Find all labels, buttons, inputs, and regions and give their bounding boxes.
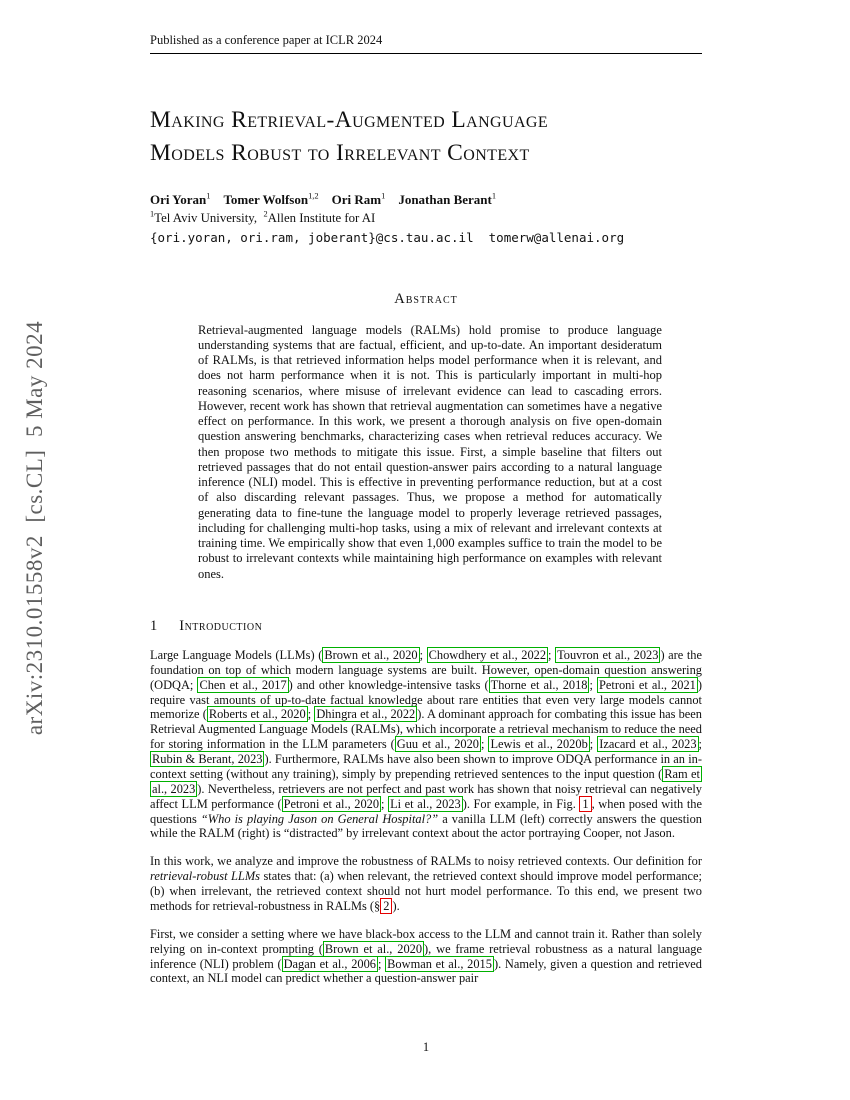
citation-link[interactable]: Dhingra et al., 2022 — [316, 707, 416, 722]
paper-content-column — [150, 0, 702, 986]
text-run: First, we consider a setting where we have black-box access to the LLM and cannot train it. Rather than solely relying on in-context prompting ( — [150, 926, 702, 956]
italic-text: “Who is playing Jason on General Hospital?” — [200, 811, 439, 826]
running-header: Published as a conference paper at ICLR 2024 — [150, 33, 383, 47]
superscript: 1,2 — [308, 190, 319, 201]
text-run: Allen Institute for AI — [267, 210, 376, 225]
superscript: 1 — [206, 190, 211, 201]
affiliations-line — [150, 211, 702, 226]
citation-link[interactable]: Rubin & Berant, 2023 — [152, 752, 263, 767]
text-run: a vanilla LLM (left) correctly answers the question while the RALM (right) is “distracted” by irrelevant context about the actor portraying Cooper, not Jason. — [150, 811, 702, 841]
citation-link[interactable]: Ram et al., 2023 — [152, 766, 700, 796]
superscript: 1 — [381, 190, 386, 201]
citation-link[interactable]: Chowdhery et al., 2022 — [428, 647, 547, 662]
mono-text: {ori.yoran, ori.ram, joberant}@cs.tau.ac.il tomerw@allenai.org — [150, 229, 625, 245]
paper-title-line-1: Making Retrieval-Augmented Language — [150, 107, 549, 133]
text-run: ; — [307, 707, 315, 722]
header-rule — [150, 53, 702, 54]
citation-link[interactable]: Lewis et al., 2020b — [490, 737, 588, 752]
text-run: In this work, we analyze and improve the robustness of RALMs to noisy retrieved contexts. Our definition for — [150, 854, 702, 869]
paper-title-line-2: Models Robust to Irrelevant Context — [150, 140, 530, 167]
citation-link[interactable]: Roberts et al., 2020 — [208, 707, 306, 722]
text-run: ; — [698, 737, 702, 752]
text-run: ; — [548, 647, 556, 662]
superscript: 1 — [491, 190, 497, 201]
ref-link[interactable]: 2 — [380, 898, 392, 914]
text-run: Tel Aviv University, — [154, 210, 264, 225]
text-run: ; — [589, 677, 597, 692]
text-run: ; — [419, 647, 427, 662]
paper-title — [150, 104, 702, 171]
section-number: 1 — [150, 617, 158, 634]
text-run: Large Language Models (LLMs) ( — [150, 647, 323, 662]
text-run: , when posed with the questions — [150, 796, 702, 826]
citation-link[interactable]: Chen et al., 2017 — [199, 677, 287, 692]
citation-link[interactable]: Guu et al., 2020 — [396, 737, 479, 752]
text-run: ) require vast amounts of up-to-date factual knowledge about rare entities that even very large models cannot memorize ( — [150, 677, 702, 722]
citation-link[interactable]: Brown et al., 2020 — [324, 647, 418, 662]
arxiv-watermark: arXiv:2310.01558v2 [cs.CL] 5 May 2024 — [22, 320, 47, 736]
citation-link[interactable]: Thorne et al., 2018 — [490, 677, 588, 692]
citation-link[interactable]: Bowman et al., 2015 — [387, 956, 492, 971]
section-title: Introduction — [179, 617, 263, 634]
author-emails — [150, 230, 702, 245]
text-run: ). Namely, given a question and retrieved context, an NLI model can predict whether a question-answer pair — [150, 956, 702, 986]
superscript: 2 — [263, 209, 268, 219]
section-heading-introduction — [150, 618, 702, 635]
text-run: ). For example, in Fig. — [462, 796, 580, 811]
abstract-text: Retrieval-augmented language models (RALMs) hold promise to produce language understanding systems that are factual, efficient, and up-to-date. An important desideratum of RALMs, is that retrieved information helps model performance when it is relevant, and does not harm performance when it is not. This is particularly important in multi-hop reasoning scenarios, where misuse of irrelevant evidence can lead to cascading errors. However, recent work has shown that retrieval augmentation can sometimes have a negative effect on performance. In this work, we present a thorough analysis on five open-domain question answering benchmarks, characterizing cases when retrieval reduces accuracy. We then propose two methods to mitigate this issue. First, a simple baseline that filters out retrieved passages that do not entail question-answer pairs according to a natural language inference (NLI) model. This is effective in preventing performance reduction, but at a cost of also discarding relevant passages. Thus, we propose a method for automatically generating data to fine-tune the language model to properly leverage retrieved passages, including for challenging multi-hop tasks, using a mix of relevant and irrelevant contexts at training time. We empirically show that even 1,000 examples suffice to train the model to be robust to irrelevant contexts while maintaining high performance on examples with relevant ones. — [198, 322, 662, 581]
citation-link[interactable]: Petroni et al., 2020 — [283, 796, 380, 811]
intro-paragraph-2 — [150, 854, 702, 914]
text-run: ), we frame retrieval robustness as a natural language inference (NLI) problem ( — [150, 941, 702, 971]
abstract-heading: Abstract — [394, 290, 458, 307]
text-run: ; — [377, 956, 386, 971]
intro-paragraph-1 — [150, 648, 702, 841]
bold-text: Ori Yoran — [150, 191, 207, 207]
text-run: ). A dominant approach for combating this issue has been Retrieval Augmented Language Models (RALMs), which incorporate a retrieval mechanism to reduce the need for storing information in the LLM parameters ( — [150, 707, 703, 752]
text-run: ; — [381, 796, 389, 811]
text-run: ) and other knowledge-intensive tasks ( — [288, 677, 489, 692]
text-run: ). Nevertheless, retrievers are not perfect and past work has shown that noisy retrieval can negatively affect LLM performance ( — [150, 781, 702, 811]
ref-link[interactable]: 1 — [579, 796, 591, 812]
text-run: ). Furthermore, RALMs have also been shown to improve ODQA performance in an in-context setting (without any training), simply by prepending retrieved sentences to the input question ( — [150, 752, 702, 781]
authors-line — [150, 192, 702, 208]
page-number: 1 — [422, 1040, 430, 1054]
text-run: states that: (a) when relevant, the retrieved context should improve model performance; (b) when irrelevant, the retrieved context should not hurt model performance. To this end, we present two methods for retrieval-robustness in RALMs (§ — [150, 869, 702, 913]
text-run — [385, 192, 398, 207]
text-run: ). — [392, 898, 400, 913]
italic-text: retrieval-robust LLMs — [150, 869, 260, 884]
superscript: 1 — [150, 209, 155, 219]
text-run — [210, 192, 223, 207]
bold-text: Tomer Wolfson — [223, 191, 309, 207]
citation-link[interactable]: Dagan et al., 2006 — [283, 956, 376, 971]
citation-link[interactable]: Li et al., 2023 — [390, 796, 461, 811]
text-run: ; — [589, 737, 598, 752]
citation-link[interactable]: Brown et al., 2020 — [324, 941, 423, 956]
citation-link[interactable]: Izacard et al., 2023 — [599, 737, 697, 752]
bold-text: Jonathan Berant — [398, 191, 492, 207]
bold-text: Ori Ram — [331, 191, 382, 207]
citation-link[interactable]: Petroni et al., 2021 — [599, 677, 696, 692]
citation-link[interactable]: Touvron et al., 2023 — [557, 647, 659, 662]
text-run — [319, 192, 332, 207]
intro-paragraph-3 — [150, 927, 702, 987]
text-run: ; — [480, 737, 489, 752]
text-run: ) are the foundation on top of which modern language systems are built. However, open-domain question answering (ODQA; — [150, 647, 702, 692]
